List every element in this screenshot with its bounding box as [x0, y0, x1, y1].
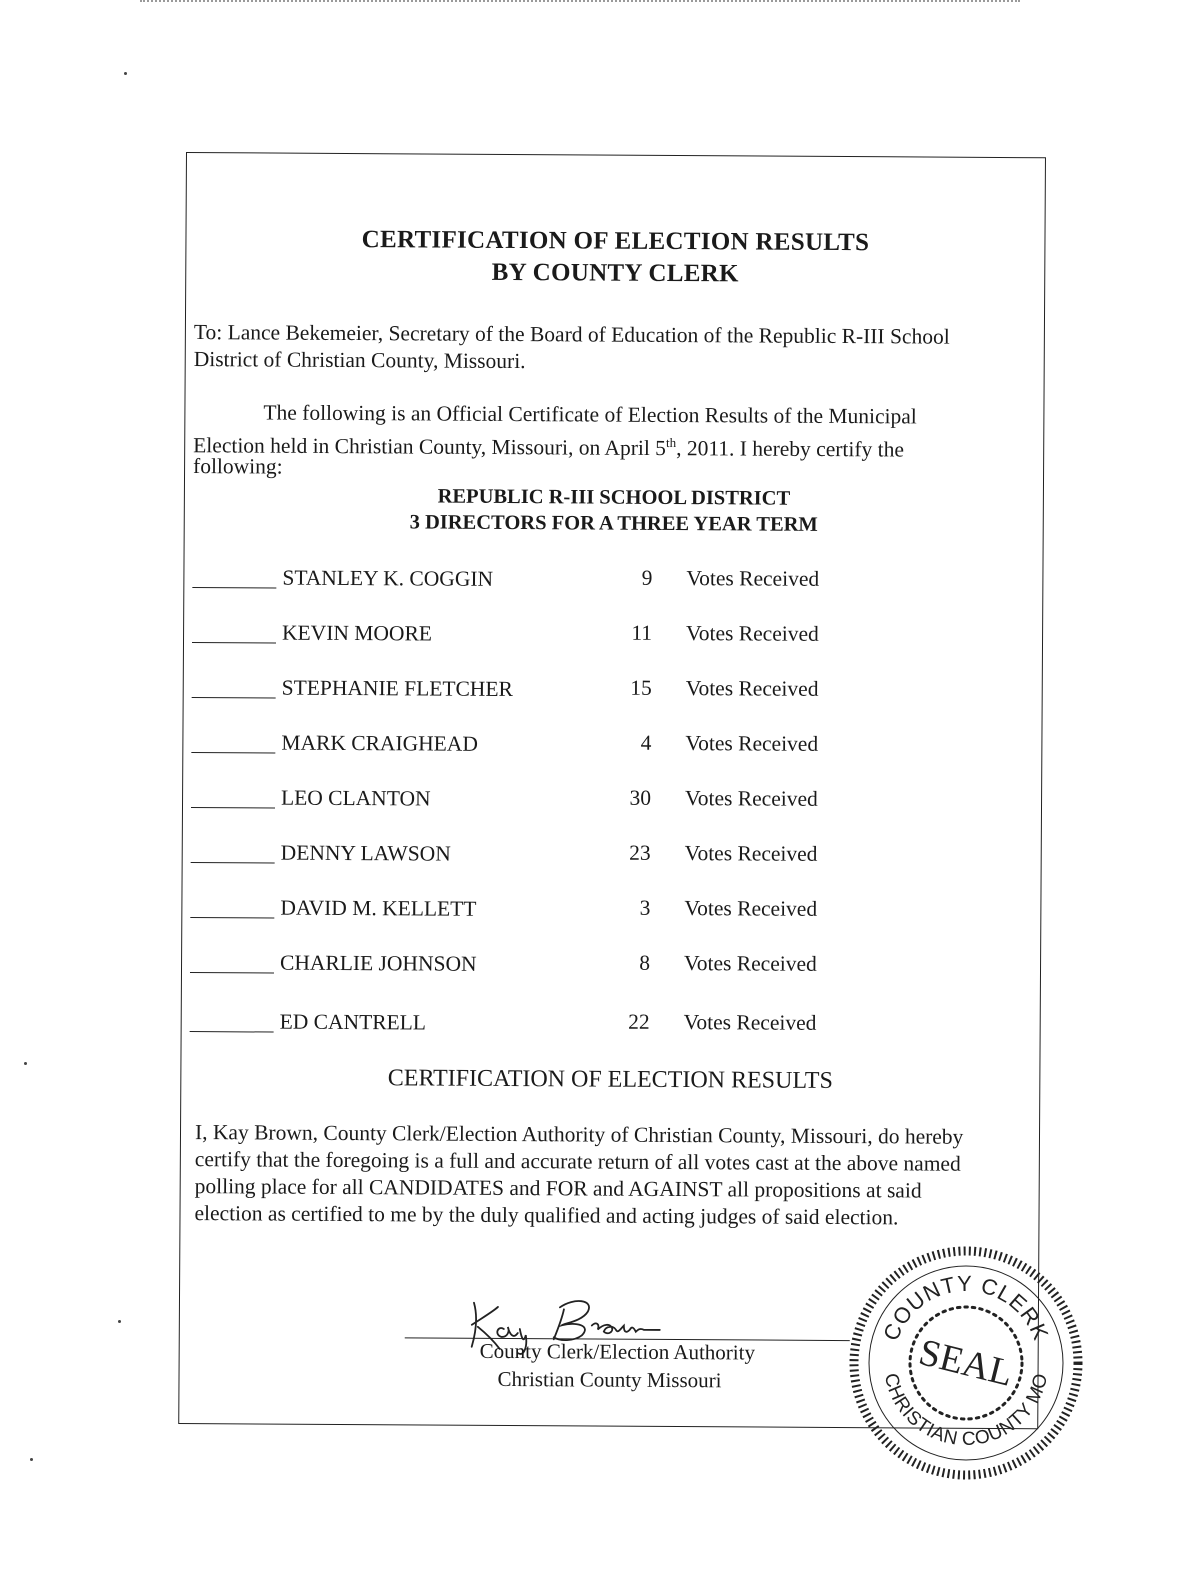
candidate-row — [183, 728, 1043, 765]
mark-blank-line — [191, 862, 275, 864]
candidate-row — [183, 783, 1043, 820]
scan-speck — [24, 1062, 27, 1065]
votes-received-label: Votes Received — [684, 786, 818, 811]
mark-blank-line — [190, 1031, 274, 1033]
candidate-row — [184, 563, 1044, 600]
vote-count: 23 — [629, 840, 651, 865]
intro-line-3: following: — [193, 454, 283, 479]
mark-blank-line — [192, 587, 276, 589]
certification-line-3: polling place for all CANDIDATES and FOR and AGAINST all propositions at said — [194, 1174, 922, 1203]
votes-received-label: Votes Received — [683, 951, 817, 976]
signature-title: County Clerk/Election Authority — [479, 1338, 756, 1365]
certification-line-2: certify that the foregoing is a full and accurate return of all votes cast at the above named — [194, 1147, 961, 1176]
scan-edge-marks — [140, 0, 1020, 6]
mark-blank-line — [192, 642, 276, 644]
candidate-row — [184, 618, 1044, 655]
ordinal-suffix: th — [665, 434, 677, 450]
seal-center-text: SEAL — [914, 1331, 1018, 1395]
certificate-frame — [178, 152, 1046, 1429]
votes-received-label: Votes Received — [683, 1010, 817, 1035]
vote-count: 22 — [628, 1009, 650, 1034]
certification-section-title: CERTIFICATION OF ELECTION RESULTS — [387, 1065, 833, 1094]
mark-blank-line — [191, 807, 275, 809]
vote-count: 4 — [640, 730, 652, 755]
certification-line-4: election as certified to me by the duly qualified and acting judges of said election. — [194, 1201, 899, 1230]
intro-line-2-text: Election held in Christian County, Missouri, on April 5 — [193, 433, 667, 461]
vote-count: 9 — [641, 565, 653, 590]
addressee-line-2: District of Christian County, Missouri. — [193, 347, 526, 374]
votes-received-label: Votes Received — [686, 566, 820, 591]
mark-blank-line — [190, 917, 274, 919]
votes-received-label: Votes Received — [684, 841, 818, 866]
candidate-name: KEVIN MOORE — [281, 620, 433, 646]
votes-received-label: Votes Received — [685, 731, 819, 756]
candidate-name: DENNY LAWSON — [280, 840, 451, 866]
candidate-name: ED CANTRELL — [279, 1009, 427, 1035]
mark-blank-line — [192, 697, 276, 699]
seal-top-text: COUNTY CLERK — [878, 1270, 1054, 1345]
candidate-row — [182, 893, 1042, 930]
candidate-row — [182, 948, 1042, 985]
intro-line-1: The following is an Official Certificate of Election Results of the Municipal — [263, 400, 917, 429]
candidate-name: DAVID M. KELLETT — [280, 895, 477, 921]
scan-speck — [118, 1320, 121, 1323]
scan-speck — [30, 1458, 33, 1461]
race-title: 3 DIRECTORS FOR A THREE YEAR TERM — [409, 511, 818, 536]
intro-line-2 — [193, 426, 904, 463]
certification-line-1: I, Kay Brown, County Clerk/Election Authority of Christian County, Missouri, do hereby — [194, 1120, 964, 1149]
candidate-row — [183, 838, 1043, 875]
votes-received-label: Votes Received — [685, 676, 819, 701]
candidate-name: STEPHANIE FLETCHER — [281, 675, 513, 702]
vote-count: 3 — [639, 895, 651, 920]
vote-count: 30 — [629, 785, 652, 810]
candidate-name: CHARLIE JOHNSON — [279, 950, 477, 976]
candidate-row — [184, 673, 1044, 710]
votes-received-label: Votes Received — [684, 896, 818, 921]
signature-county: Christian County Missouri — [497, 1366, 722, 1393]
county-clerk-seal — [848, 1245, 1084, 1481]
vote-count: 8 — [639, 950, 651, 975]
intro-line-2-end: , 2011. I hereby certify the — [676, 436, 905, 462]
mark-blank-line — [191, 752, 275, 754]
vote-count: 15 — [630, 675, 652, 700]
vote-count: 11 — [631, 620, 653, 645]
seal-bottom-text: CHRISTIAN COUNTY MO — [879, 1371, 1053, 1451]
scan-speck — [124, 72, 127, 75]
candidate-name: MARK CRAIGHEAD — [281, 730, 478, 756]
candidate-row — [182, 1007, 1042, 1044]
district-title: REPUBLIC R-III SCHOOL DISTRICT — [437, 485, 791, 510]
certificate-subtitle: BY COUNTY CLERK — [491, 258, 739, 288]
mark-blank-line — [190, 972, 274, 974]
certificate-title: CERTIFICATION OF ELECTION RESULTS — [361, 226, 870, 257]
candidate-name: STANLEY K. COGGIN — [282, 565, 494, 591]
addressee-line-1: To: Lance Bekemeier, Secretary of the Board of Education of the Republic R-III School — [193, 320, 950, 349]
candidate-name: LEO CLANTON — [280, 785, 431, 811]
votes-received-label: Votes Received — [685, 621, 819, 646]
